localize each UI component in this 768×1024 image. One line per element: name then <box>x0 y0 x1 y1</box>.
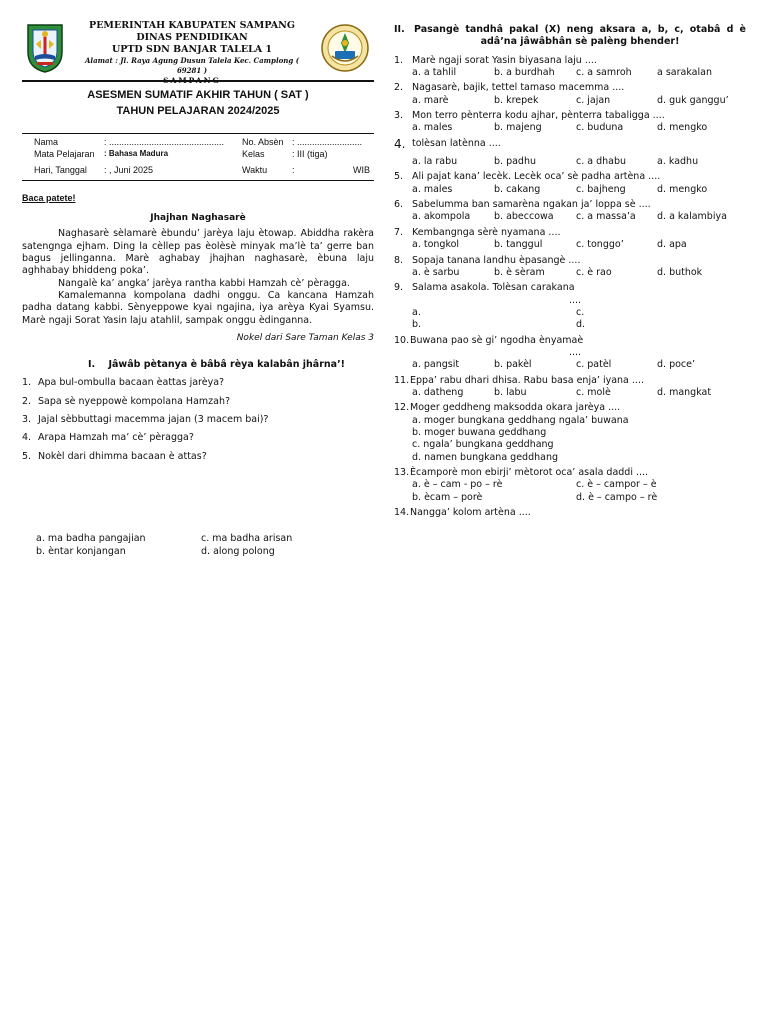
option-d[interactable]: d. apa <box>657 239 687 251</box>
option-c[interactable]: c. è – campor – è <box>576 479 657 491</box>
option-b[interactable]: b. majeng <box>494 122 542 134</box>
subject-label: Mata Pelajaran <box>34 149 95 159</box>
options <box>394 67 746 79</box>
stray-choices <box>22 533 374 559</box>
sampang-regency-logo <box>25 22 65 74</box>
question-stem <box>394 82 746 94</box>
choice-option[interactable]: a. ma badha pangajian <box>36 532 146 544</box>
mc-question-3 <box>394 110 746 135</box>
absen-field[interactable]: : .......................... <box>292 137 363 147</box>
essay-question <box>22 414 374 426</box>
question-stem <box>394 507 746 519</box>
option-d[interactable]: d. mengko <box>657 122 708 134</box>
mc-question-6 <box>394 199 746 224</box>
option-b[interactable]: b. cakang <box>494 183 541 195</box>
essay-question <box>22 451 374 463</box>
question-text: Salama asakola. Tolèsan carakana <box>412 282 575 294</box>
question-stem <box>394 467 746 479</box>
question-number: 2. <box>394 82 404 94</box>
option-b[interactable]: b. <box>412 319 422 331</box>
option-b[interactable]: b. labu <box>494 386 527 398</box>
options <box>394 239 746 251</box>
option-d[interactable]: d. buthok <box>657 266 703 278</box>
school-name: UPTD SDN BANJAR TALELA 1 <box>111 44 273 55</box>
answer-dots: .... <box>569 346 582 358</box>
option-c[interactable]: c. a massa’a <box>576 211 636 223</box>
option-b[interactable]: b. pakèl <box>494 359 532 371</box>
mc-question-8 <box>394 255 746 280</box>
question-stem <box>394 282 746 294</box>
question-stem <box>394 375 746 387</box>
exam-title <box>22 87 374 119</box>
question-text: Eppa’ rabu dhari dhisa. Rabu basa enja’ iyana .... <box>410 374 644 386</box>
option-c[interactable]: c. tonggo’ <box>576 239 624 251</box>
option-b[interactable]: b. abeccowa <box>494 211 554 223</box>
mc-question-14 <box>394 507 746 519</box>
question-stem <box>394 110 746 122</box>
question-number: 13. <box>394 467 410 478</box>
school-city: SAMPANG <box>163 76 221 85</box>
choice-option[interactable]: c. ma badha arisan <box>201 532 293 544</box>
section2-heading <box>394 24 746 49</box>
section1-title: Jâwâb pètanya è bâbâ rèya kalabân jhârna’! <box>108 358 346 370</box>
option-d[interactable]: d. mangkat <box>657 386 712 398</box>
question-text: Nokèl dari dhimma bacaan è attas? <box>38 450 207 462</box>
department-name: DINAS PENDIDIKAN <box>136 32 248 43</box>
question-number: 12. <box>394 402 410 414</box>
exam-title-line1: ASESMEN SUMATIF AKHIR TAHUN ( SAT ) <box>87 89 309 101</box>
question-number: 1. <box>22 377 32 389</box>
question-text: Nangga’ kolom artèna .... <box>410 507 531 519</box>
choice-option[interactable]: d. along polong <box>201 546 275 558</box>
class-label: Kelas <box>242 149 265 159</box>
student-info-box <box>22 133 374 181</box>
question-number: 5. <box>394 171 404 183</box>
essay-question <box>22 377 374 389</box>
mc-question-12 <box>394 402 746 464</box>
options <box>394 184 746 196</box>
mc-question-10 <box>394 335 746 372</box>
story-paragraph: Naghasarè sèlamarè èbundu’ jarèya laju ètowap. Abiddha rakèra satengnga ejham. Ding la cèllep pas èolèsè minyak ma’lè ta’ gerre ban bagus jellinganna. Marè aghabay jhajhan naghasarè, èbuna laju aghhabay bhiddeng poka’. <box>22 228 374 277</box>
question-number: 1. <box>394 54 404 66</box>
question-number: 10. <box>394 334 410 346</box>
question-text: Sopaja tanana landhu èpasangè .... <box>412 254 581 266</box>
question-text: Sabelumma ban samarèna ngakan ja’ loppa sè .... <box>412 199 651 211</box>
mc-question-11 <box>394 375 746 400</box>
option-c[interactable]: c. molè <box>576 386 611 398</box>
mc-question-4 <box>394 138 746 169</box>
option-d[interactable]: d. a kalambiya <box>657 211 727 223</box>
time-unit: WIB <box>353 165 370 175</box>
story-paragraph: Nangalè ka’ angka’ jarèya rantha kabbi Hamzah cè’ pèragga. <box>58 277 350 289</box>
essay-question <box>22 432 374 444</box>
options <box>394 95 746 107</box>
reading-instruction: Baca patete! <box>22 193 76 203</box>
mc-question-9 <box>394 282 746 331</box>
option-b[interactable]: b. krepek <box>494 94 539 106</box>
question-stem <box>394 138 746 150</box>
question-stem <box>394 227 746 239</box>
info-row-date <box>34 165 374 177</box>
option-c[interactable]: c. <box>576 306 585 318</box>
mc-question-7 <box>394 227 746 252</box>
subject-value: : Bahasa Madura <box>104 149 169 158</box>
option-a[interactable]: a. marè <box>412 94 449 106</box>
question-stem <box>394 402 746 414</box>
question-number: 7. <box>394 226 404 238</box>
option-d[interactable]: d. <box>576 319 586 331</box>
class-value: : III (tiga) <box>292 149 328 159</box>
name-field[interactable]: : .............................................. <box>104 137 225 147</box>
question-text: Jajal sèbbuttagi macemma jajan (3 macem bai)? <box>38 413 269 425</box>
left-column <box>22 20 374 559</box>
date-label: Hari, Tanggal <box>34 165 87 175</box>
absen-label: No. Absèn <box>242 137 284 147</box>
question-stem <box>394 171 746 183</box>
question-text: Ècamporè mon ebirji’ mètorot oca’ asala daddi .... <box>410 467 649 478</box>
section1-number: I. <box>88 358 96 370</box>
option-d[interactable]: a. kadhu <box>657 156 699 168</box>
question-number: 4. <box>22 432 32 444</box>
question-stem <box>394 255 746 267</box>
essay-question-list <box>22 377 374 463</box>
option-c[interactable]: c. bajheng <box>576 183 626 195</box>
time-colon: : <box>292 165 295 175</box>
options <box>394 122 746 134</box>
question-number: 9. <box>394 282 404 294</box>
option-d[interactable]: d. guk ganggu’ <box>657 94 729 106</box>
question-number: 3. <box>22 413 32 425</box>
question-text: Kembangnga sèrè nyamana .... <box>412 226 561 238</box>
section2-number: II. <box>394 24 405 35</box>
option-c[interactable]: c. jajan <box>576 94 611 106</box>
option-a[interactable]: a. moger bungkana geddhang ngala’ buwana <box>412 414 629 426</box>
question-number: 6. <box>394 199 404 211</box>
option-d[interactable]: d. mengko <box>657 183 708 195</box>
section1-heading <box>22 359 374 371</box>
time-field[interactable] <box>292 165 374 177</box>
option-c[interactable]: c. buduna <box>576 122 624 134</box>
mc-question-13 <box>394 467 746 504</box>
question-text: Ali pajat kana’ lecèk. Lecèk oca’ sè padha artèna .... <box>412 171 661 183</box>
question-number: 4. <box>394 136 406 151</box>
mc-question-5 <box>394 171 746 196</box>
option-c[interactable]: c. a dhabu <box>576 156 627 168</box>
info-row-subject <box>34 149 374 161</box>
option-a[interactable]: a. males <box>412 183 453 195</box>
question-text: Buwana pao sè gi’ ngodha ènyamaè <box>410 334 584 346</box>
question-text: Sapa sè nyeppowè kompolana Hamzah? <box>38 395 231 407</box>
right-column <box>394 24 746 519</box>
option-a[interactable]: a. males <box>412 122 453 134</box>
mc-question-1 <box>394 55 746 80</box>
govt-name: PEMERINTAH KABUPATEN SAMPANG <box>89 20 295 31</box>
option-d[interactable]: d. namen bungkana geddhang <box>412 451 559 463</box>
question-text: Nagasarè, bajik, tettel tamaso macemma .... <box>412 82 625 94</box>
options <box>394 387 746 399</box>
education-office-logo <box>320 23 370 73</box>
option-b[interactable]: b. padhu <box>494 156 536 168</box>
time-label: Waktu <box>242 165 268 175</box>
question-number: 5. <box>22 450 32 462</box>
date-field[interactable]: : , Juni 2025 <box>104 165 154 175</box>
exam-title-line2: TAHUN PELAJARAN 2024/2025 <box>116 105 280 117</box>
option-a[interactable]: a. è – cam - po – rè <box>412 479 503 491</box>
option-a[interactable]: a. datheng <box>412 386 464 398</box>
question-number: 11. <box>394 374 410 386</box>
options <box>394 211 746 223</box>
option-a[interactable]: a. è sarbu <box>412 266 460 278</box>
question-stem <box>394 199 746 211</box>
option-a[interactable]: a. pangsit <box>412 359 460 371</box>
question-stem <box>394 335 746 347</box>
question-text: Mon terro pènterra kodu ajhar, pènterra tabaligga .... <box>412 110 665 122</box>
option-d[interactable]: d. poce’ <box>657 359 695 371</box>
option-c[interactable]: c. a samroh <box>576 67 632 79</box>
option-b[interactable]: b. è sèram <box>494 266 545 278</box>
school-address: Alamat : Jl. Raya Agung Dusun Talela Kec. Camplong ( 69281 ) <box>84 56 300 75</box>
question-text: tolèsan latènna .... <box>412 137 501 149</box>
option-b[interactable]: b. moger buwana geddhang <box>412 426 547 438</box>
question-text: Apa bul-ombulla bacaan èattas jarèya? <box>38 377 225 389</box>
options <box>394 479 746 504</box>
name-label: Nama <box>34 137 59 147</box>
story-paragraph: Kamalemanna kompolana dadhi onggu. Ca kancana Hamzah padha datang kabbi. Sènyeppowe kyai ngajina, iya arèya Kyai Syamsu. Marè ngaji Sorat Yasin laju atahlil, sampak onggu èdinganna. <box>22 290 374 326</box>
question-text: Moger geddheng maksodda okara jarèya .... <box>410 402 621 414</box>
option-a[interactable]: a. tongkol <box>412 239 460 251</box>
option-d[interactable]: a sarakalan <box>657 67 712 79</box>
option-c[interactable]: c. patèl <box>576 359 612 371</box>
info-row-name <box>34 137 374 149</box>
question-text: Arapa Hamzah ma’ cè’ pèragga? <box>38 432 194 444</box>
letterhead-text <box>72 20 312 85</box>
option-c[interactable]: c. ngala’ bungkana geddhang <box>412 439 554 451</box>
options <box>394 359 746 371</box>
options <box>394 267 746 279</box>
option-b[interactable]: b. ècam – porè <box>412 491 483 503</box>
question-text: Marè ngaji sorat Yasin biyasana laju .... <box>412 54 597 66</box>
option-b[interactable]: b. tanggul <box>494 239 543 251</box>
option-a[interactable]: a. <box>412 306 421 318</box>
question-number: 2. <box>22 395 32 407</box>
story-title: Jhajhan Naghasarè <box>150 212 246 223</box>
option-a[interactable]: a. akompola <box>412 211 471 223</box>
options <box>394 307 746 332</box>
question-number: 14. <box>394 507 410 519</box>
question-number: 8. <box>394 254 404 266</box>
answer-dots: .... <box>569 294 582 306</box>
option-d[interactable]: d. è – campo – rè <box>576 491 658 503</box>
question-number: 3. <box>394 110 404 122</box>
options <box>394 156 746 168</box>
letterhead <box>22 20 374 85</box>
option-a[interactable]: a. a tahlil <box>412 67 457 79</box>
mc-question-2 <box>394 82 746 107</box>
question-stem <box>394 55 746 67</box>
option-b[interactable]: b. a burdhah <box>494 67 555 79</box>
essay-question <box>22 396 374 408</box>
option-c[interactable]: c. è rao <box>576 266 612 278</box>
story-source: Nokel dari Sare Taman Kelas 3 <box>236 333 374 344</box>
choice-option[interactable]: b. èntar konjangan <box>36 546 126 558</box>
option-a[interactable]: a. la rabu <box>412 156 458 168</box>
options <box>394 415 746 464</box>
section2-title: Pasangè tandhâ pakal (X) neng aksara a, b, c, otabâ d è adâ’na jâwâbhân sè palèng bhender! <box>414 24 746 48</box>
